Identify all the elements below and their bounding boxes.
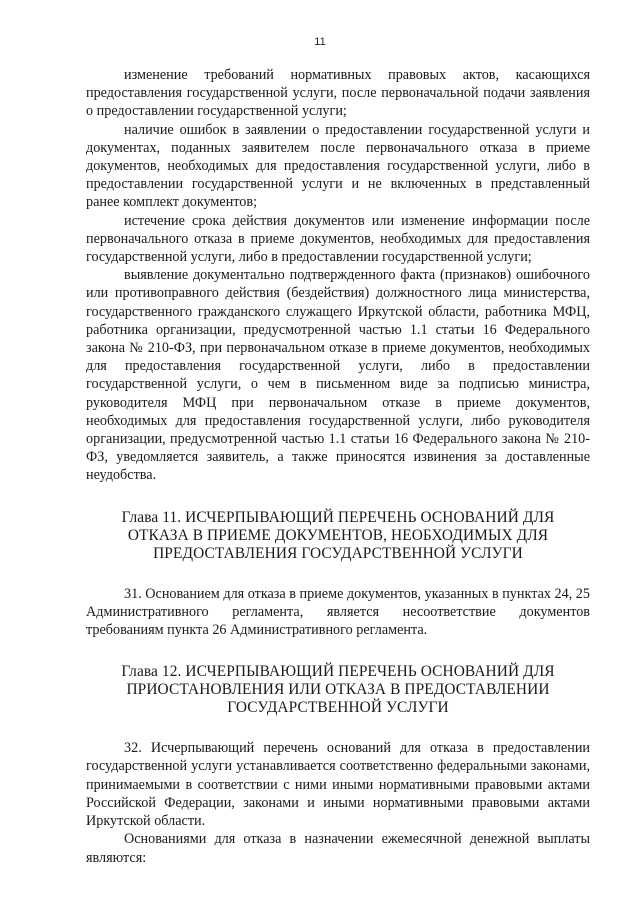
chapter-12-heading-line-2: ПРИОСТАНОВЛЕНИЯ ИЛИ ОТКАЗА В ПРЕДОСТАВЛЕНИИ	[126, 681, 550, 699]
paragraph-erroneous-action: выявление документально подтвержденного факта (признаков) ошибочного или противоправного действия (бездействия) должностного лица министерства, государственного гражданского служащего Иркутской области, работника МФЦ, работника организации, предусмотренной частью 1.1 статьи 16 Федерального закона № 210-ФЗ, при первоначальном отказе в приеме документов, необходимых для предоставления государственной услуги, либо в предоставлении государственной услуги, о чем в письменном виде за подписью министра, руководителя МФЦ при первоначальном отказе в приеме документов, необходимых для предоставления государственной услуги, либо руководителя организации, предусмотренной частью 1.1 статьи 16 Федерального закона № 210-ФЗ, уведомляется заявитель, а также приносятся извинения за доставленные неудобства.	[86, 267, 590, 484]
chapter-11-heading-line-2: ОТКАЗА В ПРИЕМЕ ДОКУМЕНТОВ, НЕОБХОДИМЫХ ДЛЯ	[127, 526, 549, 544]
chapter-12-heading	[86, 663, 590, 717]
chapter-12-heading-line-3: ГОСУДАРСТВЕННОЙ УСЛУГИ	[227, 699, 449, 717]
paragraph-document-expiry: истечение срока действия документов или изменение информации после первоначального отказа в приеме документов, необходимых для предоставления государственной услуги, либо в предоставлении государственной услуги;	[86, 212, 590, 266]
chapter-11-heading-line-3: ПРЕДОСТАВЛЕНИЯ ГОСУДАРСТВЕННОЙ УСЛУГИ	[153, 544, 523, 562]
paragraph-32: 32. Исчерпывающий перечень оснований для отказа в предоставлении государственной услуги устанавливается соответственно федеральными законами, принимаемыми в соответствии с ними иными нормативными правовыми актами Российской Федерации, законами и иными нормативными правовыми актами Иркутской области.	[86, 740, 590, 830]
document-body	[86, 66, 590, 867]
page-number: 11	[314, 36, 326, 48]
chapter-11-heading	[86, 509, 590, 563]
paragraph-refusal-grounds: Основаниями для отказа в назначении ежемесячной денежной выплаты являются:	[86, 831, 590, 866]
paragraph-errors-in-application: наличие ошибок в заявлении о предоставлении государственной услуги и документах, поданных заявителем после первоначального отказа в приеме документов, необходимых для предоставления государственной услуги, либо в предоставлении государственной услуги и не включенных в представленный ранее комплект документов;	[86, 121, 590, 211]
paragraph-31: 31. Основанием для отказа в приеме документов, указанных в пунктах 24, 25 Административного регламента, является несоответствие документов требованиям пункта 26 Административного регламента.	[86, 585, 590, 639]
paragraph-requirements-change: изменение требований нормативных правовых актов, касающихся предоставления государственной услуги, после первоначальной подачи заявления о предоставлении государственной услуги;	[86, 67, 590, 120]
chapter-12-heading-line-1: Глава 12. ИСЧЕРПЫВАЮЩИЙ ПЕРЕЧЕНЬ ОСНОВАНИЙ ДЛЯ	[121, 663, 555, 681]
chapter-11-heading-line-1: Глава 11. ИСЧЕРПЫВАЮЩИЙ ПЕРЕЧЕНЬ ОСНОВАНИЙ ДЛЯ	[121, 508, 555, 526]
